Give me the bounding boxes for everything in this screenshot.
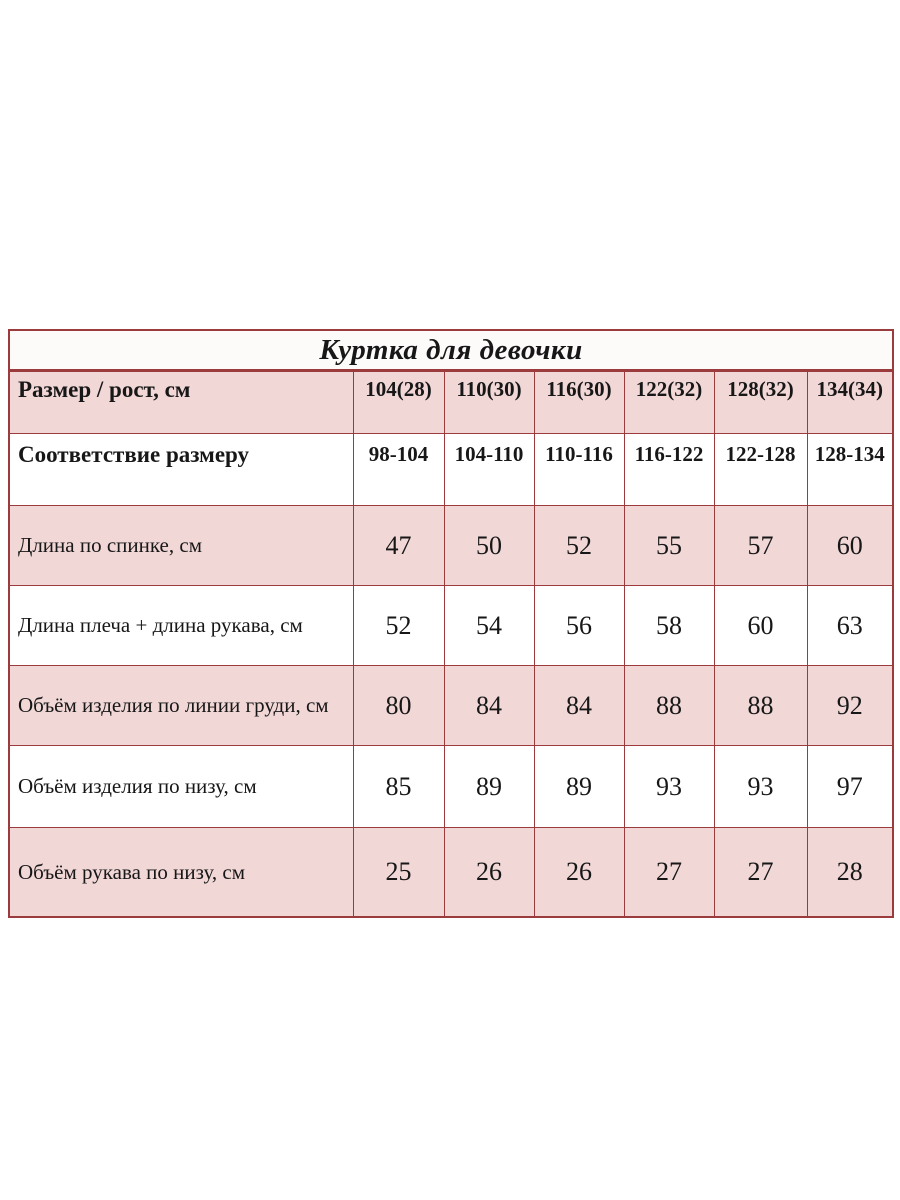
value-cell: 28 [807, 828, 893, 918]
column-header: 128(32) [714, 371, 807, 434]
value-cell: 85 [353, 746, 444, 828]
value-cell: 27 [714, 828, 807, 918]
value-cell: 57 [714, 506, 807, 586]
header-row [9, 371, 893, 434]
value-cell: 84 [444, 666, 534, 746]
value-cell: 92 [807, 666, 893, 746]
value-cell: 60 [714, 586, 807, 666]
row-label: Длина плеча + длина рукава, см [9, 586, 353, 666]
column-header: 116(30) [534, 371, 624, 434]
value-cell: 26 [444, 828, 534, 918]
value-cell: 93 [714, 746, 807, 828]
value-cell: 89 [444, 746, 534, 828]
row-label: Объём рукава по низу, см [9, 828, 353, 918]
value-cell: 98-104 [353, 434, 444, 506]
value-cell: 52 [534, 506, 624, 586]
table-row [9, 506, 893, 586]
column-header: 134(34) [807, 371, 893, 434]
value-cell: 26 [534, 828, 624, 918]
value-cell: 55 [624, 506, 714, 586]
column-header: 104(28) [353, 371, 444, 434]
header-row-label: Размер / рост, см [9, 371, 353, 434]
value-cell: 116-122 [624, 434, 714, 506]
table-row [9, 666, 893, 746]
value-cell: 93 [624, 746, 714, 828]
value-cell: 110-116 [534, 434, 624, 506]
value-cell: 56 [534, 586, 624, 666]
column-header: 110(30) [444, 371, 534, 434]
value-cell: 52 [353, 586, 444, 666]
value-cell: 84 [534, 666, 624, 746]
row-label: Соответствие размеру [9, 434, 353, 506]
table-row [9, 434, 893, 506]
value-cell: 50 [444, 506, 534, 586]
row-label: Длина по спинке, см [9, 506, 353, 586]
size-chart-table [8, 329, 894, 918]
value-cell: 80 [353, 666, 444, 746]
row-label: Объём изделия по низу, см [9, 746, 353, 828]
value-cell: 104-110 [444, 434, 534, 506]
table-row [9, 828, 893, 918]
value-cell: 89 [534, 746, 624, 828]
value-cell: 88 [624, 666, 714, 746]
value-cell: 27 [624, 828, 714, 918]
table-row [9, 586, 893, 666]
value-cell: 97 [807, 746, 893, 828]
table-title: Куртка для девочки [9, 330, 893, 371]
value-cell: 25 [353, 828, 444, 918]
title-row [9, 330, 893, 371]
value-cell: 58 [624, 586, 714, 666]
value-cell: 88 [714, 666, 807, 746]
value-cell: 60 [807, 506, 893, 586]
value-cell: 54 [444, 586, 534, 666]
value-cell: 122-128 [714, 434, 807, 506]
column-header: 122(32) [624, 371, 714, 434]
value-cell: 63 [807, 586, 893, 666]
value-cell: 47 [353, 506, 444, 586]
row-label: Объём изделия по линии груди, см [9, 666, 353, 746]
value-cell: 128-134 [807, 434, 893, 506]
table-row [9, 746, 893, 828]
